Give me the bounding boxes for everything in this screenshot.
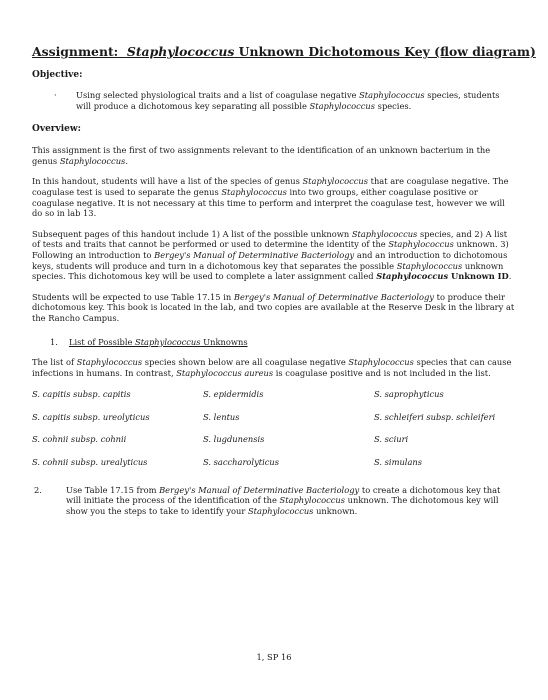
species-name: Staphylococcus aureus	[176, 367, 274, 378]
species-item: S. capitis subsp. capitis	[32, 389, 131, 400]
text: unknown. The dichotomous key will show you the steps to take to identify your	[66, 495, 499, 516]
text: species, and 2) A list of tests and traits that cannot be performed or used to determine the identity of the	[32, 228, 508, 250]
text: .	[125, 155, 128, 166]
objective-text: Using selected physiological traits and a list of coagulase negative	[76, 90, 360, 100]
section-title	[69, 337, 248, 347]
species-item: S. epidermidis	[203, 389, 264, 400]
section-2-item	[32, 485, 516, 517]
title-genus: Staphylococcus	[126, 44, 235, 59]
species-item: S. saccharolyticus	[203, 457, 279, 468]
text: to create a dichotomous key that will initiate the process of the identification of the	[66, 484, 501, 506]
genus-name: Staphylococcus	[388, 239, 454, 250]
title-prefix: Assignment:	[32, 44, 119, 59]
text: unknown. 3) Following an introduction to	[32, 239, 509, 260]
objective-bullet-item	[32, 90, 516, 111]
text: .	[508, 271, 512, 282]
text: to produce their dichotomous key. This book is located in the lab, and two copies are available at the Reserve Desk in the library at the Rancho Campus.	[32, 291, 515, 323]
genus-name: Staphylococcus	[135, 336, 201, 347]
text: List of Possible	[69, 336, 136, 347]
text: Use Table 17.15 from	[66, 484, 160, 495]
text: unknown.	[313, 505, 358, 516]
genus-name: Staphylococcus	[76, 357, 143, 368]
text: unknown species. This dichotomous key will be used to complete a later assignment called	[32, 260, 504, 282]
bullet-icon: ·	[54, 90, 57, 100]
text: is coagulase positive and is not included in the list.	[273, 367, 491, 378]
text: Unknowns	[200, 336, 248, 347]
book-title: Bergey's Manual of Determinative Bacteriology	[154, 249, 355, 260]
species-item: S. lentus	[203, 411, 240, 422]
overview-paragraph-2	[32, 176, 516, 218]
text: that are coagulase negative. The coagulase test is used to separate the genus	[32, 176, 509, 197]
genus-name: Staphylococcus	[279, 495, 346, 506]
species-item: S. cohnii subsp. cohnii	[32, 434, 127, 445]
text: species shown below are all coagulase negative	[142, 357, 349, 368]
objective-genus: Staphylococcus	[359, 90, 425, 100]
text: and an introduction to dichotomous keys, students will produce and turn in a dichotomous key that separates the possible	[32, 249, 508, 271]
species-item: S. schleiferi subsp. schleiferi	[374, 411, 496, 422]
section-1-heading	[32, 337, 516, 348]
overview-paragraph-4	[32, 292, 516, 324]
species-item: S. simulans	[374, 457, 422, 468]
overview-paragraph-3	[32, 229, 516, 282]
assignment-name: Unknown ID	[448, 271, 509, 282]
species-item: S. cohnii subsp. urealyticus	[32, 457, 148, 468]
page-title	[32, 44, 536, 59]
book-title: Bergey's Manual of Determinative Bacteriology	[233, 291, 434, 302]
overview-paragraph-1	[32, 145, 516, 166]
section-number: 1.	[50, 336, 58, 347]
text: species that can cause infections in humans. In contrast,	[32, 357, 512, 378]
page-footer: 1, SP 16	[256, 652, 292, 662]
species-list	[32, 389, 516, 467]
text: into two groups, either coagulase positive or coagulase negative. It is not necessary at this time to perform and interpret the coagulase test, however we will do so in lab 13.	[32, 186, 505, 219]
section-number: 2.	[34, 484, 42, 495]
text: The list of	[32, 357, 77, 368]
text: Students will be expected to use Table 17.15 in	[32, 291, 234, 302]
objective-text: species.	[375, 100, 412, 111]
text: Subsequent pages of this handout include 1) A list of the possible unknown	[32, 228, 352, 239]
assignment-name-genus: Staphylococcus	[376, 271, 449, 282]
objective-genus: Staphylococcus	[309, 100, 376, 111]
genus-name: Staphylococcus	[351, 228, 418, 239]
text: In this handout, students will have a list of the species of genus	[32, 176, 303, 187]
title-suffix: Unknown Dichotomous Key (flow diagram)	[238, 44, 536, 59]
genus-name: Staphylococcus	[247, 505, 314, 516]
genus-name: Staphylococcus	[348, 357, 414, 368]
objective-heading: Objective:	[32, 70, 83, 80]
genus-name: Staphylococcus	[221, 186, 287, 197]
species-item: S. capitis subsp. ureolyticus	[32, 411, 150, 422]
overview-heading: Overview:	[32, 124, 81, 135]
text: This assignment is the first of two assignments relevant to the identification of an unknown bacterium in the genus	[32, 145, 491, 166]
objective-text: species, students will produce a dichotomous key separating all possible	[76, 90, 500, 111]
section-2-text	[66, 485, 516, 517]
genus-name: Staphylococcus	[396, 260, 463, 271]
genus-name: Staphylococcus	[59, 155, 126, 166]
species-item: S. saprophyticus	[374, 389, 444, 400]
species-item: S. lugdunensis	[203, 434, 265, 445]
species-item: S. sciuri	[374, 434, 409, 445]
species-intro-paragraph	[32, 357, 516, 378]
book-title: Bergey's Manual of Determinative Bacteriology	[159, 484, 360, 495]
genus-name: Staphylococcus	[302, 176, 368, 187]
